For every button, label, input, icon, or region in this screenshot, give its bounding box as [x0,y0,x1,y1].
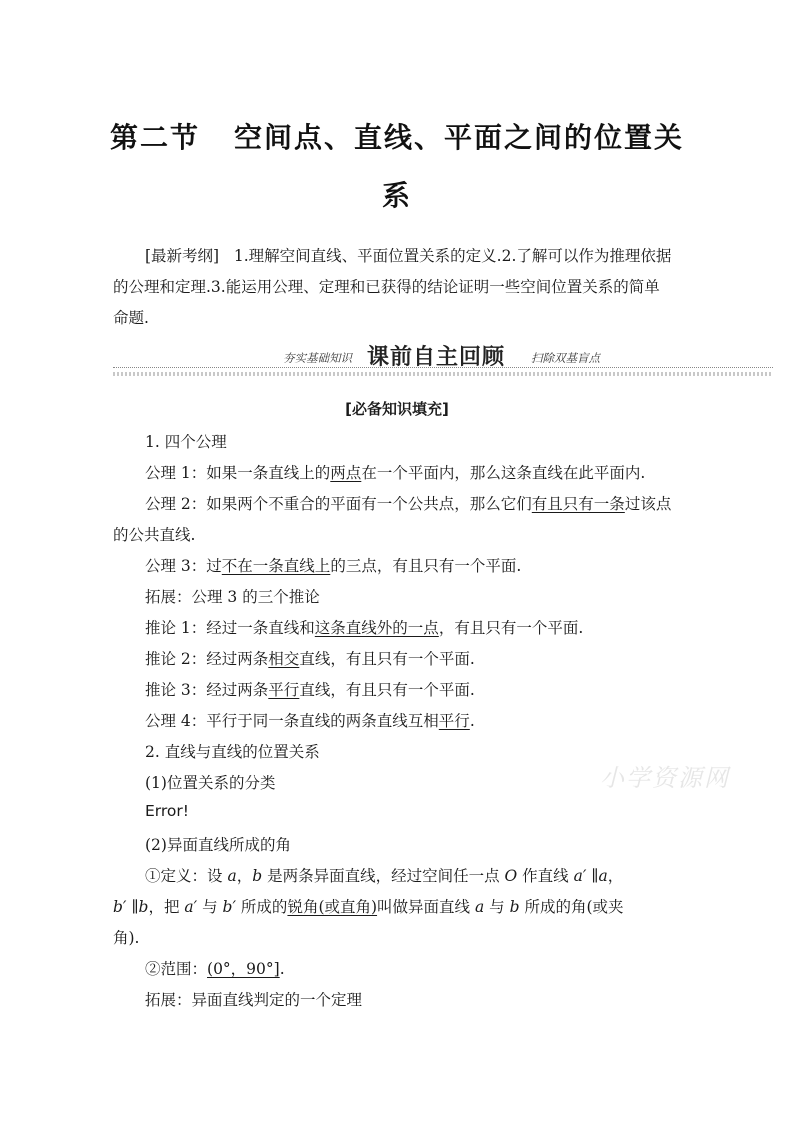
corollary-3-text-end: 直线，有且只有一个平面. [299,681,475,699]
def-text: 所成的 [236,898,288,916]
section-number: 第二节 [109,121,200,154]
corollary-1-text-end: ，有且只有一个平面. [438,619,584,637]
var-a-prime: a′ [573,867,587,885]
axiom-1-text: 公理 1：如果一条直线上的 [145,464,331,482]
extension-corollaries: 拓展：公理 3 的三个推论 [145,588,320,606]
def-text: ∥ [586,867,599,885]
definition-line-2 [113,895,685,917]
range-label: ②范围： [145,960,208,978]
extension-skew-theorem: 拓展：异面直线判定的一个定理 [145,991,363,1009]
banner-stripe [113,372,773,376]
axiom-1 [145,461,717,483]
def-text: ①定义：设 [145,867,228,885]
intro-text-2: 的公理和定理.3.能运用公理、定理和已获得的结论证明一些空间位置关系的简单 [113,278,660,296]
banner-title: 课前自主回顾 [367,345,506,370]
range-line [145,957,717,979]
def-text: 叫做异面直线 [377,898,475,916]
title-text: 空间点、直线、平面之间的位置关 [234,121,685,154]
range-end: . [279,960,285,978]
definition-line-1 [145,864,717,886]
def-text: ， [236,867,253,885]
var-b-prime: b′ [113,898,127,916]
axiom-4-answer: 平行 [438,712,470,730]
definition-line-3: 角). [113,929,140,947]
axiom-4 [145,709,717,731]
var-a-prime: a′ [184,898,198,916]
corollary-2 [145,647,717,669]
heading-four-axioms: 1. 四个公理 [145,433,227,451]
page-title-continued: 系 [381,179,412,212]
axiom-4-text-end: . [469,712,475,730]
def-text: 作直线 [517,867,574,885]
var-b: b [509,898,520,916]
corollary-1-text: 推论 1：经过一条直线和 [145,619,315,637]
axiom-3-text: 公理 3：过 [145,557,222,575]
range-answer: (0°，90°] [207,960,280,978]
error-text: Error! [145,802,189,820]
var-b-prime: b′ [222,898,236,916]
var-a: a [474,898,485,916]
def-text: ∥ [126,898,139,916]
axiom-2-continued: 的公共直线. [113,526,196,544]
intro-text-1: 1.理解空间直线、平面位置关系的定义.2.了解可以作为推理依据 [233,247,672,265]
corollary-3 [145,678,717,700]
var-a: a [598,867,608,885]
axiom-2-text: 公理 2：如果两个不重合的平面有一个公共点，那么它们 [145,495,532,513]
var-b: b [138,898,149,916]
banner-right-caption: 扫除双基盲点 [531,351,600,365]
def-text: 是两条异面直线，经过空间任一点 [262,867,505,885]
heading-line-relations: 2. 直线与直线的位置关系 [145,743,320,761]
var-a: a [227,867,237,885]
section-banner [113,336,773,380]
def-text: ， [607,867,624,885]
axiom-2 [145,492,717,514]
corollary-1 [145,616,717,638]
def-text: 所成的角(或夹 [519,898,624,916]
corollary-3-text: 推论 3：经过两条 [145,681,269,699]
subheading-skew-angle: (2)异面直线所成的角 [145,836,291,854]
def-text: 与 [197,898,223,916]
subheading-classification: (1)位置关系的分类 [145,774,276,792]
section-header: [必备知识填充] [345,400,449,418]
intro-text-3: 命题. [113,309,149,327]
definition-answer: 锐角(或直角) [287,898,378,916]
axiom-3-text-end: 的三点，有且只有一个平面. [330,557,522,575]
corollary-2-text: 推论 2：经过两条 [145,650,269,668]
watermark: 小学资源网 [600,764,730,792]
axiom-4-text: 公理 4：平行于同一条直线的两条直线互相 [145,712,439,730]
corollary-2-answer: 相交 [268,650,300,668]
axiom-1-answer: 两点 [330,464,362,482]
def-text: 与 [484,898,510,916]
corollary-1-answer: 这条直线外的一点 [314,619,439,637]
corollary-3-answer: 平行 [268,681,300,699]
axiom-1-text-end: 在一个平面内，那么这条直线在此平面内. [361,464,646,482]
axiom-2-text-end: 过该点 [624,495,672,513]
banner-left-caption: 夯实基础知识 [283,351,352,365]
axiom-3-answer: 不在一条直线上 [221,557,331,575]
axiom-2-answer: 有且只有一条 [531,495,625,513]
corollary-2-text-end: 直线，有且只有一个平面. [299,650,475,668]
def-text: ，把 [148,898,185,916]
page-title [0,116,794,156]
var-o: O [504,867,518,885]
intro-paragraph [113,241,685,334]
var-b: b [252,867,263,885]
intro-tag: [最新考纲] [145,247,220,265]
axiom-3 [145,554,717,576]
